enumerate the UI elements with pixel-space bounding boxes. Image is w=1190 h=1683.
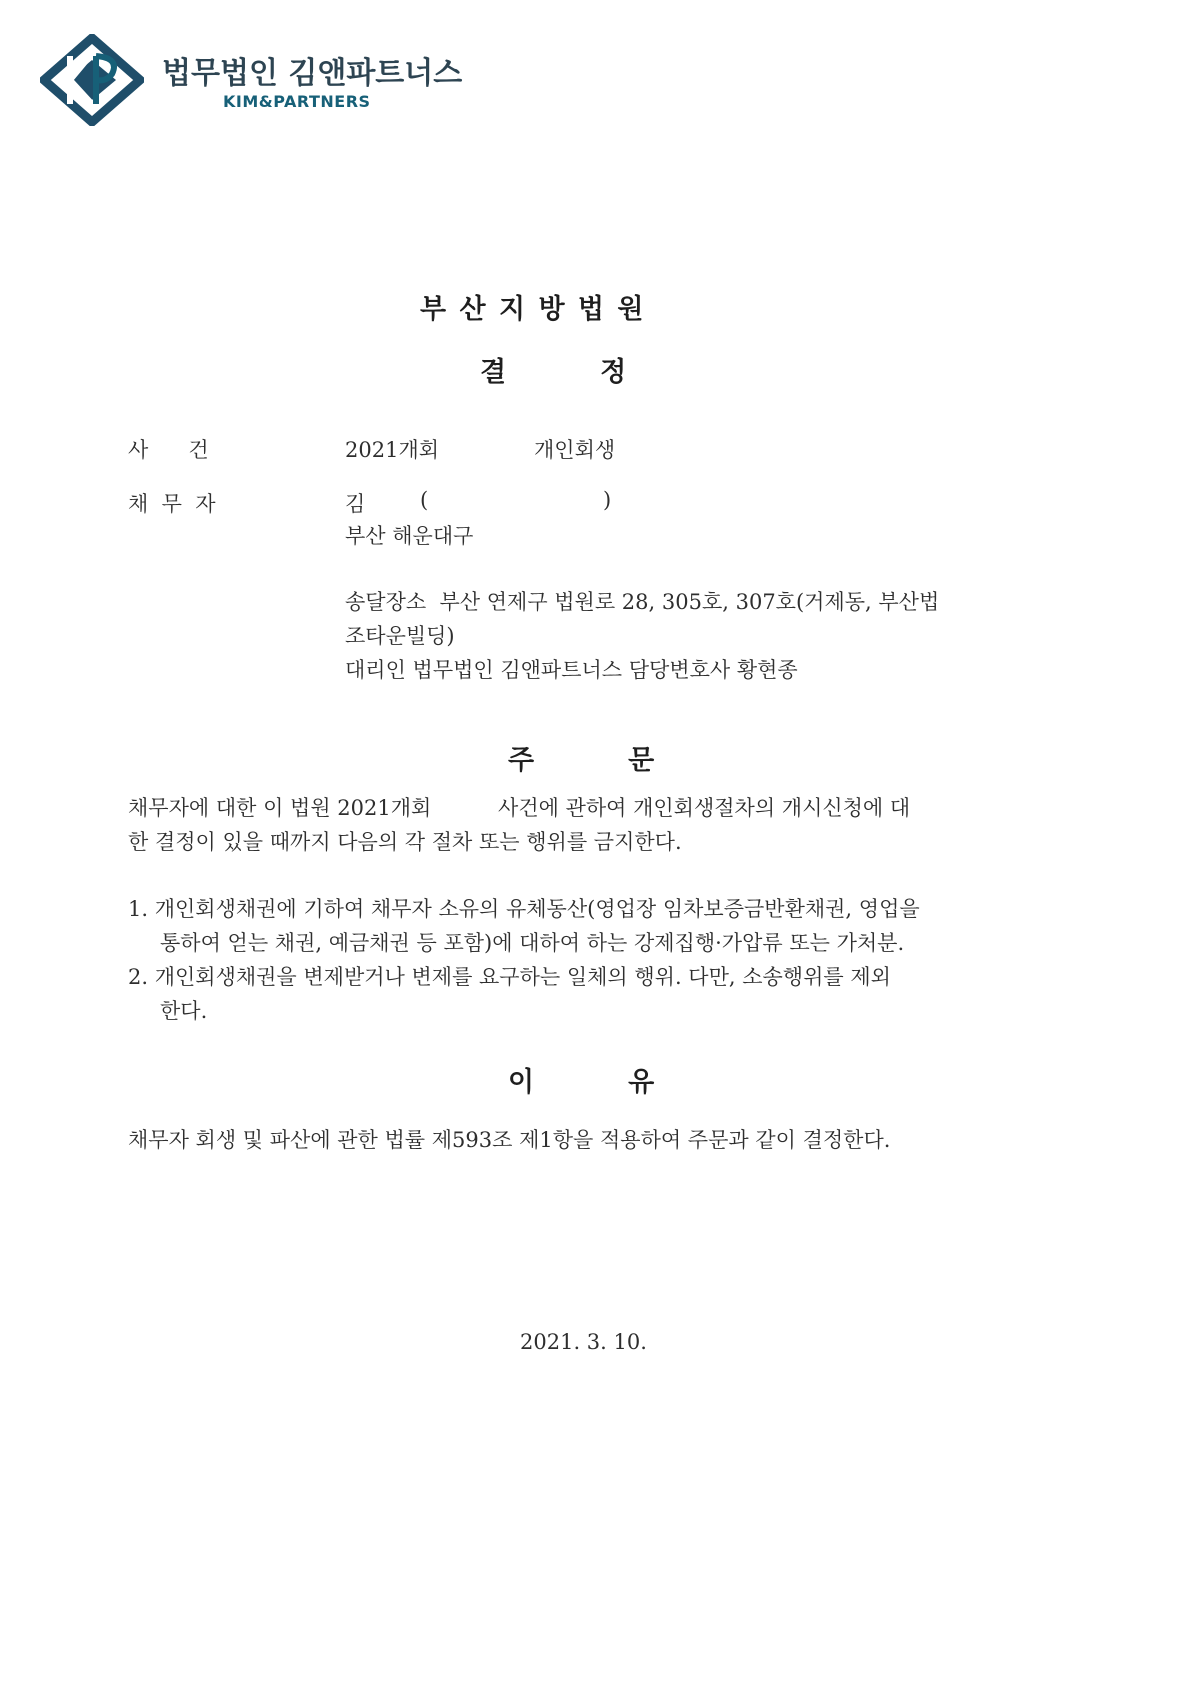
debtor-name: 김 bbox=[345, 492, 366, 516]
order-intro-line2: 한 결정이 있을 때까지 다음의 각 절차 또는 행위를 금지한다. bbox=[128, 830, 682, 854]
kim-partners-emblem-icon bbox=[40, 34, 144, 126]
case-label: 사 건 bbox=[128, 438, 209, 462]
order-heading: 주 문 bbox=[508, 745, 655, 776]
order-item-2-line2: 한다. bbox=[160, 999, 208, 1023]
debtor-id-close: ) bbox=[603, 488, 612, 512]
reason-heading: 이 유 bbox=[508, 1067, 655, 1098]
debtor-address: 부산 해운대구 bbox=[345, 524, 474, 548]
delivery-address-line1: 송달장소 부산 연제구 법원로 28, 305호, 307호(거제동, 부산법 bbox=[345, 590, 940, 614]
firm-logo bbox=[40, 34, 500, 126]
order-item-1-line1: 1. 개인회생채권에 기하여 채무자 소유의 유체동산(영업장 임차보증금반환채권, 영업을 bbox=[128, 897, 920, 921]
order-item-1-line2: 통하여 얻는 채권, 예금채권 등 포함)에 대하여 하는 강제집행·가압류 또는 가처분. bbox=[160, 931, 905, 955]
court-name: 부 산 지 방 법 원 bbox=[420, 294, 646, 325]
legal-agent: 대리인 법무법인 김앤파트너스 담당변호사 황현종 bbox=[345, 658, 798, 682]
debtor-label: 채 무 자 bbox=[128, 492, 216, 516]
order-item-2-line1: 2. 개인회생채권을 변제받거나 변제를 요구하는 일체의 행위. 다만, 소송행위를 제외 bbox=[128, 965, 891, 989]
document-type: 결 정 bbox=[480, 357, 627, 388]
order-intro-line1: 채무자에 대한 이 법원 2021개회 사건에 관하여 개인회생절차의 개시신청에 대 bbox=[128, 796, 911, 820]
case-name: 개인회생 bbox=[534, 438, 616, 462]
reason-text: 채무자 회생 및 파산에 관한 법률 제593조 제1항을 적용하여 주문과 같이 결정한다. bbox=[128, 1128, 891, 1152]
firm-name-korean: 법무법인 김앤파트너스 bbox=[162, 56, 463, 91]
firm-name-english: KIM&PARTNERS bbox=[223, 92, 371, 111]
delivery-address-line2: 조타운빌딩) bbox=[345, 624, 455, 648]
debtor-id-open: ( bbox=[420, 488, 429, 512]
decision-date: 2021. 3. 10. bbox=[520, 1330, 647, 1354]
case-number: 2021개회 bbox=[345, 438, 440, 462]
